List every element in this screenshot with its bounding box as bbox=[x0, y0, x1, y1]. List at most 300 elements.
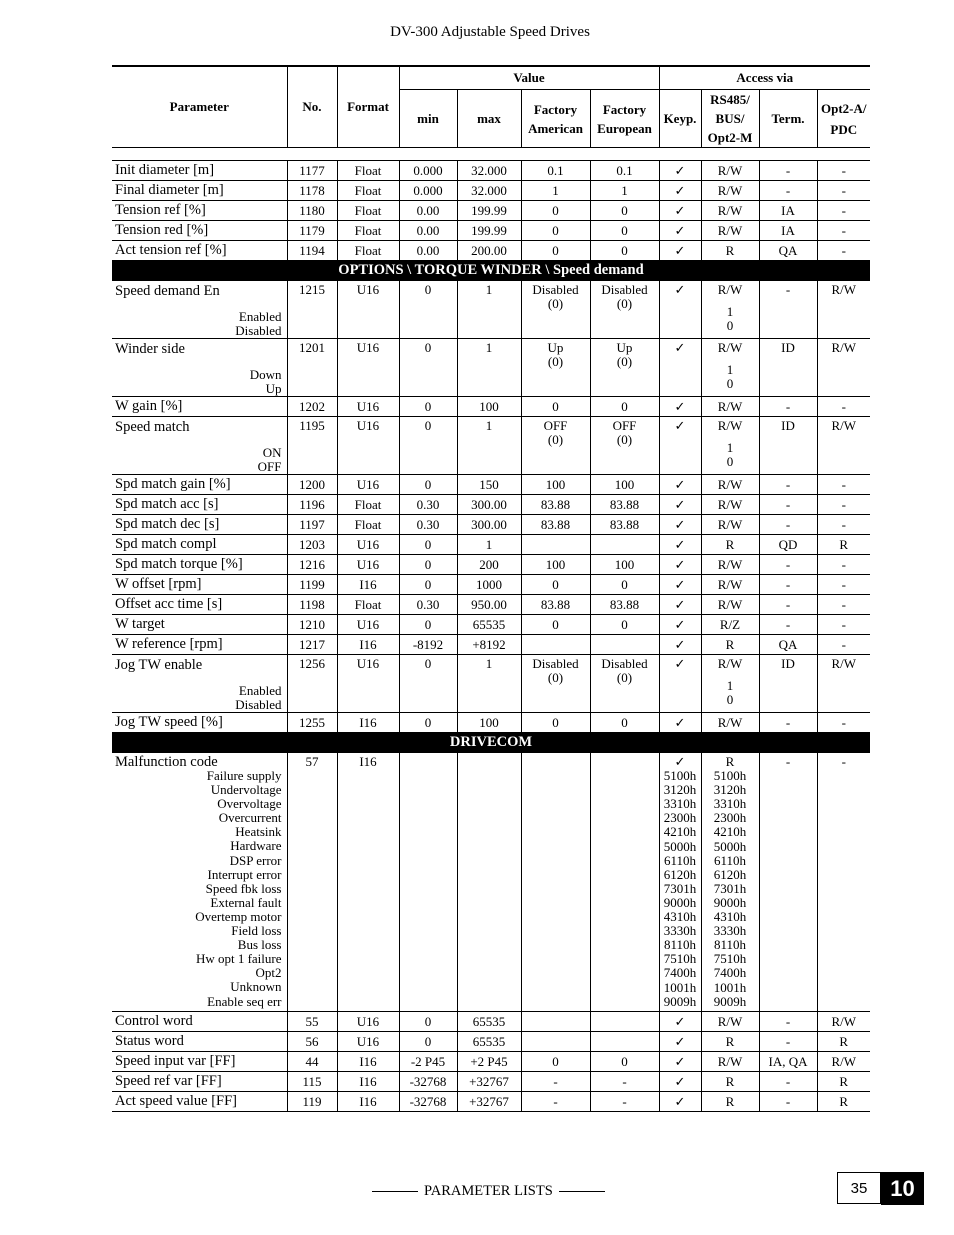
factory-european bbox=[590, 339, 659, 397]
fault-label: Overcurrent bbox=[218, 810, 282, 826]
fault-code: 7301h bbox=[663, 880, 697, 896]
terminal-access: - bbox=[759, 753, 817, 1012]
factory-american: 83.88 bbox=[521, 515, 590, 535]
factory-american-value: (0) bbox=[547, 354, 564, 369]
terminal-access: - bbox=[759, 161, 817, 181]
opt2-access: R/W bbox=[817, 281, 870, 339]
opt2-access: - bbox=[817, 713, 870, 733]
param-number: 1255 bbox=[287, 713, 337, 733]
factory-american bbox=[521, 1031, 590, 1051]
fault-code: 5000h bbox=[713, 838, 747, 854]
terminal-access: - bbox=[759, 555, 817, 575]
fault-code: 5000h bbox=[663, 838, 697, 854]
param-format: I16 bbox=[337, 1091, 399, 1111]
param-max: 1 bbox=[457, 417, 521, 475]
terminal-access: - bbox=[759, 397, 817, 417]
terminal-access: - bbox=[759, 713, 817, 733]
terminal-access: - bbox=[759, 615, 817, 635]
fault-code: 8110h bbox=[663, 937, 697, 953]
param-name: Final diameter [m] bbox=[112, 181, 287, 201]
param-max: 950.00 bbox=[457, 595, 521, 615]
param-max: +32767 bbox=[457, 1071, 521, 1091]
param-number: 1201 bbox=[287, 339, 337, 397]
param-name: Init diameter [m] bbox=[112, 161, 287, 181]
fault-label: Heatsink bbox=[235, 824, 282, 840]
keypad-access: ✓ bbox=[659, 515, 701, 535]
option-label: OFF bbox=[257, 459, 282, 474]
param-number: 115 bbox=[287, 1071, 337, 1091]
header-access-via: Access via bbox=[659, 66, 870, 90]
param-min: 0 bbox=[399, 1011, 457, 1031]
param-name: Control word bbox=[112, 1011, 287, 1031]
param-name: Speed demand En bbox=[115, 283, 220, 299]
opt2-access: R bbox=[817, 1071, 870, 1091]
factory-european-label: Disabled bbox=[601, 656, 648, 671]
table-row bbox=[112, 555, 870, 575]
param-max: 32.000 bbox=[457, 161, 521, 181]
factory-american: 1 bbox=[521, 181, 590, 201]
fault-code: 7510h bbox=[663, 951, 697, 967]
param-name: Speed ref var [FF] bbox=[112, 1071, 287, 1091]
param-number: 56 bbox=[287, 1031, 337, 1051]
terminal-access: - bbox=[759, 1091, 817, 1111]
factory-american: 0 bbox=[521, 1051, 590, 1071]
keypad-access: ✓ bbox=[659, 161, 701, 181]
fault-code: 1001h bbox=[713, 979, 747, 995]
table-row bbox=[112, 1091, 870, 1111]
fault-code: 7301h bbox=[713, 880, 747, 896]
param-format: U16 bbox=[337, 555, 399, 575]
factory-european: 1 bbox=[590, 181, 659, 201]
keypad-access: ✓ bbox=[659, 241, 701, 261]
param-number: 1203 bbox=[287, 535, 337, 555]
table-row bbox=[112, 1071, 870, 1091]
option-value: 1 bbox=[726, 304, 734, 319]
param-format: U16 bbox=[337, 535, 399, 555]
terminal-access: - bbox=[759, 595, 817, 615]
factory-european bbox=[590, 635, 659, 655]
option-label: Disabled bbox=[235, 697, 282, 712]
fault-code: 9009h bbox=[663, 993, 697, 1009]
terminal-access: - bbox=[759, 1011, 817, 1031]
terminal-access: QA bbox=[759, 635, 817, 655]
param-name: W target bbox=[112, 615, 287, 635]
terminal-access: - bbox=[759, 575, 817, 595]
rs485-access: R bbox=[701, 535, 759, 555]
param-min: 0 bbox=[399, 417, 457, 475]
factory-american: 100 bbox=[521, 555, 590, 575]
param-min: -32768 bbox=[399, 1091, 457, 1111]
param-max: 1 bbox=[457, 281, 521, 339]
terminal-access: - bbox=[759, 281, 817, 339]
factory-american bbox=[521, 339, 590, 397]
factory-european-value: (0) bbox=[616, 670, 633, 685]
header-term: Term. bbox=[759, 90, 817, 148]
param-min: 0 bbox=[399, 339, 457, 397]
table-body bbox=[112, 161, 870, 1112]
param-number: 1256 bbox=[287, 655, 337, 713]
footer-section bbox=[366, 1183, 611, 1200]
factory-european bbox=[590, 1011, 659, 1031]
param-format: U16 bbox=[337, 417, 399, 475]
param-min: 0.00 bbox=[399, 241, 457, 261]
param-number: 44 bbox=[287, 1051, 337, 1071]
rs485-access: R/W bbox=[701, 595, 759, 615]
param-min: 0.30 bbox=[399, 515, 457, 535]
factory-american-label: Up bbox=[547, 340, 564, 355]
param-min: -2 P45 bbox=[399, 1051, 457, 1071]
factory-european bbox=[590, 753, 659, 1012]
table-row bbox=[112, 339, 870, 397]
param-format: U16 bbox=[337, 615, 399, 635]
factory-american-label: Disabled bbox=[532, 656, 579, 671]
keypad-access: ✓ bbox=[659, 1051, 701, 1071]
param-format: Float bbox=[337, 181, 399, 201]
terminal-access: - bbox=[759, 1031, 817, 1051]
keypad-access: ✓ bbox=[659, 1011, 701, 1031]
table-row bbox=[112, 495, 870, 515]
factory-european-label: Disabled bbox=[601, 282, 648, 297]
option-value: 0 bbox=[726, 692, 734, 707]
option-label: Enabled bbox=[238, 309, 282, 324]
table-header bbox=[112, 66, 870, 161]
table-row bbox=[112, 397, 870, 417]
keypad-access: ✓ bbox=[659, 397, 701, 417]
opt2-access: R bbox=[817, 1091, 870, 1111]
fault-code: 8110h bbox=[713, 937, 747, 953]
param-name: Spd match dec [s] bbox=[112, 515, 287, 535]
factory-european: 100 bbox=[590, 475, 659, 495]
fault-label: Interrupt error bbox=[207, 866, 282, 882]
param-max: 1 bbox=[457, 339, 521, 397]
param-format: I16 bbox=[337, 1051, 399, 1071]
fault-label: Failure supply bbox=[206, 768, 282, 783]
factory-european: 83.88 bbox=[590, 595, 659, 615]
param-format: U16 bbox=[337, 339, 399, 397]
rs485-access bbox=[701, 417, 759, 475]
keypad-access: ✓ bbox=[659, 1091, 701, 1111]
param-format: U16 bbox=[337, 1031, 399, 1051]
keypad-access: ✓ bbox=[659, 595, 701, 615]
param-min: 0.30 bbox=[399, 495, 457, 515]
factory-american bbox=[521, 635, 590, 655]
terminal-access: ID bbox=[759, 339, 817, 397]
opt2-access: - bbox=[817, 475, 870, 495]
keypad-access: ✓ bbox=[659, 201, 701, 221]
param-max: 32.000 bbox=[457, 181, 521, 201]
factory-american: 0 bbox=[521, 221, 590, 241]
fault-code: 3310h bbox=[713, 796, 747, 812]
param-max: 200 bbox=[457, 555, 521, 575]
param-min: 0 bbox=[399, 575, 457, 595]
opt2-access: - bbox=[817, 397, 870, 417]
factory-american: 0 bbox=[521, 201, 590, 221]
fault-label: Speed fbk loss bbox=[205, 880, 282, 896]
param-format: Float bbox=[337, 241, 399, 261]
factory-american bbox=[521, 753, 590, 1012]
param-number: 1179 bbox=[287, 221, 337, 241]
factory-european: - bbox=[590, 1091, 659, 1111]
fault-code: 3330h bbox=[663, 923, 697, 939]
fault-code: 4210h bbox=[663, 824, 697, 840]
factory-european-value: (0) bbox=[616, 354, 633, 369]
param-max bbox=[457, 753, 521, 1012]
factory-american: 0 bbox=[521, 713, 590, 733]
rs485-access: R/W bbox=[701, 1011, 759, 1031]
opt2-access: - bbox=[817, 595, 870, 615]
fault-code: 3330h bbox=[713, 923, 747, 939]
factory-european: 0 bbox=[590, 201, 659, 221]
factory-european: 83.88 bbox=[590, 495, 659, 515]
footer-section-label: PARAMETER LISTS bbox=[424, 1183, 553, 1199]
table-row bbox=[112, 281, 870, 339]
terminal-access: QD bbox=[759, 535, 817, 555]
param-format: Float bbox=[337, 515, 399, 535]
table-row bbox=[112, 595, 870, 615]
factory-american: 0 bbox=[521, 615, 590, 635]
param-name: Tension ref [%] bbox=[112, 201, 287, 221]
factory-american: 100 bbox=[521, 475, 590, 495]
keypad-access: ✓ bbox=[659, 475, 701, 495]
opt2-access: - bbox=[817, 241, 870, 261]
keypad-access: ✓ bbox=[659, 615, 701, 635]
param-number: 1198 bbox=[287, 595, 337, 615]
rs485-access: R/W bbox=[701, 555, 759, 575]
param-number: 1199 bbox=[287, 575, 337, 595]
header-min: min bbox=[399, 90, 457, 148]
header-format: Format bbox=[337, 66, 399, 148]
param-max: 300.00 bbox=[457, 495, 521, 515]
param-name-cell bbox=[112, 417, 287, 475]
param-name: Speed match bbox=[115, 419, 190, 435]
header-rs485: RS485/ BUS/ Opt2-M bbox=[701, 90, 759, 148]
fault-label: Field loss bbox=[231, 923, 282, 939]
fault-label: Undervoltage bbox=[210, 782, 282, 798]
factory-american: 0 bbox=[521, 397, 590, 417]
keypad-access-label: ✓ bbox=[674, 754, 686, 769]
param-min: 0 bbox=[399, 555, 457, 575]
param-name: Jog TW enable bbox=[115, 657, 203, 673]
rs485-access-label: R/W bbox=[717, 418, 743, 433]
factory-european: 100 bbox=[590, 555, 659, 575]
rs485-access: R/W bbox=[701, 397, 759, 417]
terminal-access: - bbox=[759, 1071, 817, 1091]
keypad-access: ✓ bbox=[659, 575, 701, 595]
fault-label: External fault bbox=[210, 894, 282, 910]
rs485-access: R/W bbox=[701, 575, 759, 595]
param-number: 1180 bbox=[287, 201, 337, 221]
param-max: 1 bbox=[457, 535, 521, 555]
opt2-access: - bbox=[817, 753, 870, 1012]
fault-code: 4310h bbox=[713, 909, 747, 925]
factory-european bbox=[590, 417, 659, 475]
factory-american: 83.88 bbox=[521, 595, 590, 615]
param-max: 65535 bbox=[457, 1031, 521, 1051]
param-number: 1215 bbox=[287, 281, 337, 339]
table-row bbox=[112, 515, 870, 535]
param-max: +8192 bbox=[457, 635, 521, 655]
fault-code: 2300h bbox=[713, 810, 747, 826]
factory-european: 0 bbox=[590, 713, 659, 733]
rs485-access: R bbox=[701, 1091, 759, 1111]
param-min: 0 bbox=[399, 655, 457, 713]
header-parameter: Parameter bbox=[169, 99, 229, 114]
rs485-access: R/W bbox=[701, 201, 759, 221]
fault-label: Overvoltage bbox=[217, 796, 282, 812]
param-name: Jog TW speed [%] bbox=[112, 713, 287, 733]
param-name: Spd match acc [s] bbox=[112, 495, 287, 515]
document-title: DV-300 Adjustable Speed Drives bbox=[390, 24, 590, 40]
rs485-access: R bbox=[701, 635, 759, 655]
param-name: Act speed value [FF] bbox=[112, 1091, 287, 1111]
param-format: Float bbox=[337, 201, 399, 221]
factory-european bbox=[590, 281, 659, 339]
rs485-access: R/W bbox=[701, 495, 759, 515]
rs485-access-label: R bbox=[725, 754, 735, 769]
param-format: I16 bbox=[337, 713, 399, 733]
param-number: 1178 bbox=[287, 181, 337, 201]
option-value: 0 bbox=[726, 454, 734, 469]
header-factory-american: Factory American bbox=[521, 90, 590, 148]
section-drivecom bbox=[112, 733, 870, 753]
rs485-access: R/W bbox=[701, 1051, 759, 1071]
param-min: 0.000 bbox=[399, 181, 457, 201]
fault-label: Unknown bbox=[230, 979, 282, 995]
param-min: 0.000 bbox=[399, 161, 457, 181]
rs485-access bbox=[701, 339, 759, 397]
param-max: +2 P45 bbox=[457, 1051, 521, 1071]
param-number: 1200 bbox=[287, 475, 337, 495]
fault-code: 2300h bbox=[663, 810, 697, 826]
fault-code: 7510h bbox=[713, 951, 747, 967]
factory-american: 83.88 bbox=[521, 495, 590, 515]
fault-label: Hw opt 1 failure bbox=[195, 951, 282, 967]
fault-code: 6120h bbox=[713, 866, 747, 882]
factory-american-value: (0) bbox=[547, 432, 564, 447]
factory-european bbox=[590, 1031, 659, 1051]
factory-european: 83.88 bbox=[590, 515, 659, 535]
table-row bbox=[112, 1011, 870, 1031]
factory-european-label: Up bbox=[616, 340, 633, 355]
param-format: U16 bbox=[337, 475, 399, 495]
param-min: 0 bbox=[399, 281, 457, 339]
param-number: 1217 bbox=[287, 635, 337, 655]
param-max: 100 bbox=[457, 397, 521, 417]
table-row bbox=[112, 417, 870, 475]
opt2-access: - bbox=[817, 201, 870, 221]
table-row bbox=[112, 535, 870, 555]
terminal-access: ID bbox=[759, 655, 817, 713]
table-row bbox=[112, 615, 870, 635]
param-min: 0 bbox=[399, 713, 457, 733]
keypad-access: ✓ bbox=[659, 417, 701, 475]
option-value: 1 bbox=[726, 362, 734, 377]
param-max: 300.00 bbox=[457, 515, 521, 535]
factory-american bbox=[521, 535, 590, 555]
header-no: No. bbox=[287, 66, 337, 148]
param-name: Spd match compl bbox=[112, 535, 287, 555]
header-max: max bbox=[457, 90, 521, 148]
keypad-access: ✓ bbox=[659, 1071, 701, 1091]
param-number: 1202 bbox=[287, 397, 337, 417]
param-name-cell bbox=[112, 281, 287, 339]
param-number: 57 bbox=[287, 753, 337, 1012]
fault-label: Bus loss bbox=[237, 937, 282, 953]
param-min: 0 bbox=[399, 535, 457, 555]
opt2-access: - bbox=[817, 555, 870, 575]
param-max: +32767 bbox=[457, 1091, 521, 1111]
rs485-access: R/W bbox=[701, 161, 759, 181]
rs485-access bbox=[701, 655, 759, 713]
param-name: Winder side bbox=[115, 341, 185, 357]
param-format: Float bbox=[337, 161, 399, 181]
factory-european bbox=[590, 655, 659, 713]
fault-label: Opt2 bbox=[255, 965, 282, 981]
header-value: Value bbox=[399, 66, 659, 90]
keypad-access: ✓ bbox=[659, 221, 701, 241]
param-min: 0 bbox=[399, 397, 457, 417]
fault-code: 4310h bbox=[663, 909, 697, 925]
opt2-access: - bbox=[817, 575, 870, 595]
opt2-access: - bbox=[817, 181, 870, 201]
fault-label: Overtemp motor bbox=[195, 908, 282, 924]
page-number: 35 bbox=[837, 1172, 881, 1204]
header-opt2: Opt2-A/ PDC bbox=[817, 90, 870, 148]
param-format: I16 bbox=[337, 1071, 399, 1091]
param-name: Spd match gain [%] bbox=[112, 475, 287, 495]
param-format: U16 bbox=[337, 655, 399, 713]
rs485-access-label: R/W bbox=[717, 282, 743, 297]
option-value: 0 bbox=[726, 318, 734, 333]
terminal-access: IA bbox=[759, 221, 817, 241]
param-min: 0 bbox=[399, 475, 457, 495]
terminal-access: IA, QA bbox=[759, 1051, 817, 1071]
table-row bbox=[112, 575, 870, 595]
factory-european-value: (0) bbox=[616, 432, 633, 447]
opt2-access: - bbox=[817, 221, 870, 241]
opt2-access: - bbox=[817, 515, 870, 535]
param-name: W reference [rpm] bbox=[112, 635, 287, 655]
opt2-access: R bbox=[817, 1031, 870, 1051]
param-name: Status word bbox=[112, 1031, 287, 1051]
fault-code: 3120h bbox=[663, 782, 697, 798]
keypad-access: ✓ bbox=[659, 339, 701, 397]
opt2-access: R/W bbox=[817, 1011, 870, 1031]
fault-code: 9009h bbox=[713, 993, 747, 1009]
keypad-access: ✓ bbox=[659, 495, 701, 515]
footer-dash-right bbox=[559, 1191, 605, 1192]
factory-american: - bbox=[521, 1071, 590, 1091]
param-format: Float bbox=[337, 595, 399, 615]
param-number: 1210 bbox=[287, 615, 337, 635]
factory-european: 0 bbox=[590, 221, 659, 241]
keypad-access: ✓ bbox=[659, 281, 701, 339]
param-name: Tension red [%] bbox=[112, 221, 287, 241]
terminal-access: - bbox=[759, 515, 817, 535]
keypad-access: ✓ bbox=[659, 181, 701, 201]
opt2-access: - bbox=[817, 615, 870, 635]
param-format: U16 bbox=[337, 1011, 399, 1031]
param-min: -32768 bbox=[399, 1071, 457, 1091]
section-torque-winder bbox=[112, 261, 870, 281]
keypad-access: ✓ bbox=[659, 635, 701, 655]
factory-american-label: OFF bbox=[543, 418, 568, 433]
table-row bbox=[112, 713, 870, 733]
rs485-access: R/W bbox=[701, 713, 759, 733]
parameter-table bbox=[112, 65, 870, 1112]
param-max: 199.99 bbox=[457, 221, 521, 241]
param-min: 0.00 bbox=[399, 221, 457, 241]
